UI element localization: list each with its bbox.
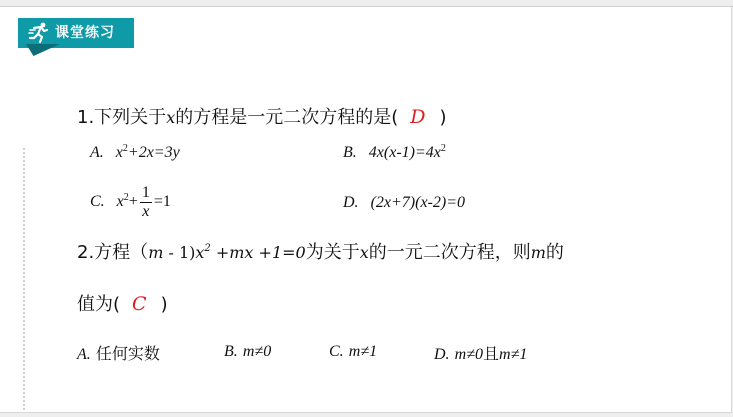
q1-option-d-expr: (2x+7)(x-2)=0 (370, 194, 465, 211)
q2-expr-sup: 2 (204, 243, 211, 254)
q2-choice-a (77, 341, 160, 364)
q2-choice-d-text-1: m≠0 (454, 346, 483, 363)
q2-end: 的 (545, 242, 564, 263)
q1-option-c-fraction (140, 184, 152, 221)
q1-option-c-letter: C. (90, 193, 105, 211)
q2-choice-d-and: 且 (483, 344, 500, 363)
q2-var-x: x (359, 243, 369, 262)
q1-option-a-letter: A. (90, 144, 104, 161)
q2-line2-prefix: 值为( (77, 294, 121, 315)
q1-option-c-eq: =1 (153, 193, 171, 211)
q2-choice-d-text-2: m≠1 (499, 346, 528, 363)
q1-option-b-sup: 2 (440, 143, 446, 154)
question-2-line-2 (77, 290, 168, 316)
q1-option-a-expr: x (115, 144, 123, 161)
section-title: 课堂练习 (55, 25, 115, 41)
q2-expr-rest: +mx +1=0 (210, 243, 306, 262)
question-1 (77, 103, 447, 129)
question-2 (77, 238, 564, 264)
q1-suffix: 的方程是一元二次方程的是( (175, 107, 399, 128)
q2-mid2: 的一元二次方程，则 (368, 242, 531, 263)
q2-choice-c (329, 341, 377, 361)
q1-option-c-plus: + (128, 193, 138, 211)
q2-choice-d (434, 341, 527, 364)
q1-option-d (343, 194, 465, 212)
q1-option-a (90, 143, 180, 162)
fraction-numerator: 1 (141, 184, 150, 201)
q2-answer: C (132, 293, 147, 315)
q1-option-b-expr: 4x(x-1)=4x (368, 144, 441, 161)
q1-option-b (343, 143, 446, 162)
q2-choice-c-letter: C. (329, 343, 344, 360)
q1-option-c-sup: 2 (123, 192, 129, 204)
q2-choice-a-text: 任何实数 (95, 344, 160, 363)
q2-choice-b-letter: B. (224, 343, 238, 360)
q2-expr-x: x (195, 243, 205, 262)
q1-prefix: 1.下列关于 (77, 107, 167, 128)
runner-icon (28, 21, 50, 43)
q2-expr-m: m (148, 243, 164, 262)
q2-var-m: m (530, 243, 546, 262)
q2-choice-d-letter: D. (434, 346, 450, 363)
q1-close: ) (439, 107, 447, 128)
q1-option-c-expr: x (116, 193, 124, 211)
q1-answer: D (410, 106, 426, 128)
fraction-denominator: x (142, 203, 150, 220)
q2-close: ) (160, 294, 168, 315)
q1-option-c (90, 184, 171, 221)
q2-expr-minus: - 1) (163, 243, 196, 262)
q1-option-d-letter: D. (343, 194, 359, 211)
dotted-guide-line (23, 148, 25, 410)
q2-choice-b (224, 341, 271, 361)
q2-prefix: 2.方程（ (77, 242, 149, 263)
top-divider (0, 6, 733, 7)
q1-option-a-expr-rest: +2x=3y (127, 144, 180, 161)
q2-choice-a-letter: A. (77, 346, 91, 363)
q2-mid: 为关于 (305, 242, 360, 263)
q1-option-a-sup: 2 (122, 143, 128, 154)
q2-choice-b-text: m≠0 (242, 343, 272, 360)
q2-choice-c-text: m≠1 (348, 343, 378, 360)
q1-option-b-letter: B. (343, 144, 357, 161)
q1-var: x (166, 108, 176, 127)
